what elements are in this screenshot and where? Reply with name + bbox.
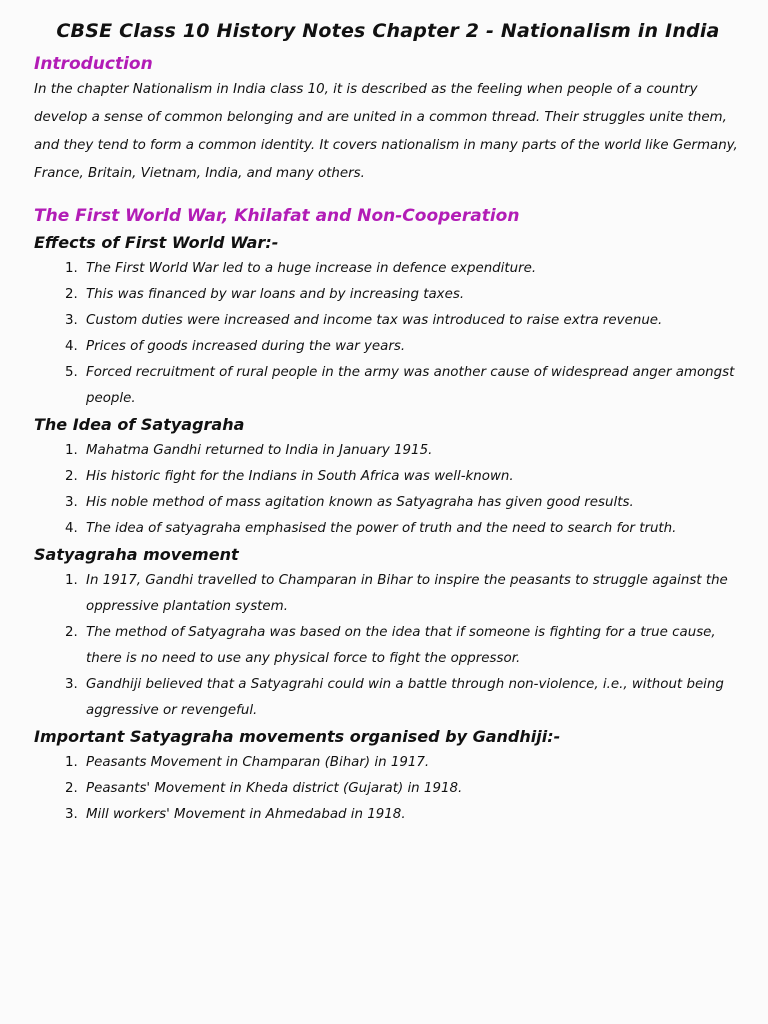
movement-list: [34, 568, 742, 724]
list-item: 3. Mill workers' Movement in Ahmedabad in 1918.: [82, 802, 742, 828]
effects-list: [34, 256, 742, 412]
idea-of-satyagraha-heading: The Idea of Satyagraha: [34, 415, 245, 434]
list-item: 2. The method of Satyagraha was based on the idea that if someone is fighting for a true cause, there is no need to use any physical force to fight the oppressor.: [82, 620, 742, 672]
list-item: 4. Prices of goods increased during the war years.: [82, 334, 742, 360]
list-item: 3. His noble method of mass agitation known as Satyagraha has given good results.: [82, 490, 742, 516]
introduction-heading: Introduction: [34, 54, 153, 74]
effects-heading: Effects of First World War:-: [34, 233, 279, 252]
section-heading: The First World War, Khilafat and Non-Cooperation: [34, 206, 520, 226]
list-item: 2. Peasants' Movement in Kheda district (Gujarat) in 1918.: [82, 776, 742, 802]
page-title: CBSE Class 10 History Notes Chapter 2 - Nationalism in India: [56, 20, 720, 42]
list-item: 3. Custom duties were increased and income tax was introduced to raise extra revenue.: [82, 308, 742, 334]
list-item: 1. The First World War led to a huge increase in defence expenditure.: [82, 256, 742, 282]
idea-list: [34, 438, 742, 542]
list-item: 2. This was financed by war loans and by increasing taxes.: [82, 282, 742, 308]
satyagraha-movement-heading: Satyagraha movement: [34, 545, 239, 564]
list-item: 1. Peasants Movement in Champaran (Bihar) in 1917.: [82, 750, 742, 776]
list-item: 3. Gandhiji believed that a Satyagrahi could win a battle through non-violence, i.e., without being aggressive or revengeful.: [82, 672, 742, 724]
important-movements-heading: Important Satyagraha movements organised by Gandhiji:-: [34, 727, 561, 746]
list-item: 2. His historic fight for the Indians in South Africa was well-known.: [82, 464, 742, 490]
list-item: 1. In 1917, Gandhi travelled to Champaran in Bihar to inspire the peasants to struggle against the oppressive plantation system.: [82, 568, 742, 620]
introduction-paragraph: In the chapter Nationalism in India class 10, it is described as the feeling when people of a country develop a sense of common belonging and are united in a common thread. Their struggles unite them, and they tend to form a common identity. It covers nationalism in many parts of the world like Germany, France, Britain, Vietnam, India, and many others.: [34, 82, 738, 181]
list-item: 1. Mahatma Gandhi returned to India in January 1915.: [82, 438, 742, 464]
list-item: 4. The idea of satyagraha emphasised the power of truth and the need to search for truth.: [82, 516, 742, 542]
important-movements-list: [34, 750, 742, 828]
list-item: 5. Forced recruitment of rural people in the army was another cause of widespread anger amongst people.: [82, 360, 742, 412]
